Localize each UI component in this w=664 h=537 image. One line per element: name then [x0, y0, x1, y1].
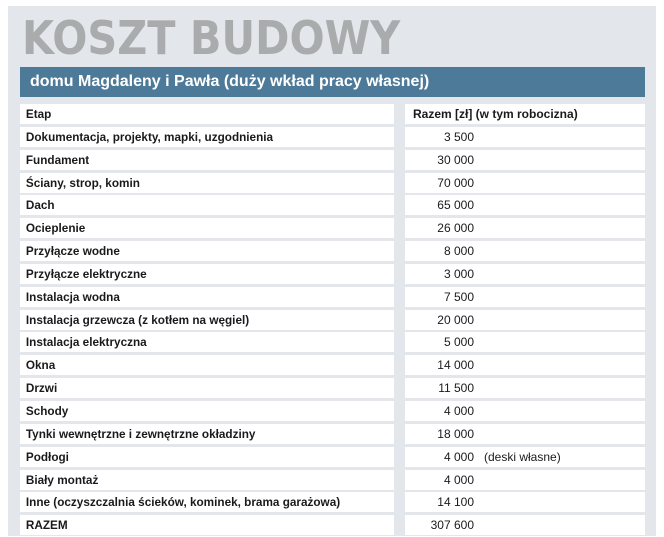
row-cost-value: 3 000 [443, 266, 474, 281]
row-stage-label: Przyłącze wodne [20, 241, 394, 261]
row-cost-value: 4 000 [443, 403, 474, 418]
table-subtitle-bar [20, 67, 645, 97]
row-cost-value: 26 000 [437, 221, 474, 236]
row-cost-cell [405, 310, 645, 330]
row-cost-cell [405, 447, 645, 467]
row-stage-label: Ściany, strop, komin [20, 173, 394, 193]
row-stage-label: Podłogi [20, 447, 394, 467]
row-cost-note: (deski własne) [484, 449, 561, 464]
table-row [20, 240, 645, 263]
row-stage-label: Biały montaż [20, 470, 394, 490]
row-cost-value: 4 000 [443, 449, 474, 464]
row-stage-label: Ocieplenie [20, 218, 394, 238]
row-cost-value: 14 100 [437, 495, 474, 510]
row-stage-label: Instalacja elektryczna [20, 332, 394, 352]
row-cost-value: 65 000 [437, 198, 474, 213]
row-stage-label: Okna [20, 355, 394, 375]
row-stage-label: Schody [20, 401, 394, 421]
total-value: 307 600 [430, 518, 474, 533]
table-row [20, 400, 645, 423]
row-cost-cell [405, 492, 645, 512]
row-stage-label: Drzwi [20, 378, 394, 398]
table-total-row [20, 514, 645, 537]
row-cost-value: 5 000 [443, 335, 474, 350]
row-cost-value: 14 000 [437, 358, 474, 373]
row-cost-value: 70 000 [437, 175, 474, 190]
header-stage: Etap [20, 104, 394, 124]
table-row [20, 194, 645, 217]
table-row [20, 423, 645, 446]
row-cost-cell [405, 173, 645, 193]
table-row [20, 309, 645, 332]
row-cost-value: 20 000 [437, 312, 474, 327]
row-cost-cell [405, 127, 645, 147]
table-row [20, 491, 645, 514]
row-stage-label: Instalacja wodna [20, 287, 394, 307]
row-cost-cell [405, 195, 645, 215]
row-cost-cell [405, 378, 645, 398]
row-stage-label: Dokumentacja, projekty, mapki, uzgodnienia [20, 127, 394, 147]
table-row [20, 446, 645, 469]
row-cost-value: 4 000 [443, 472, 474, 487]
row-cost-value: 3 500 [443, 129, 474, 144]
row-cost-cell [405, 287, 645, 307]
row-cost-cell [405, 218, 645, 238]
header-total: Razem [zł] (w tym robocizna) [405, 104, 645, 124]
row-stage-label: Dach [20, 195, 394, 215]
row-cost-cell [405, 470, 645, 490]
row-cost-value: 11 500 [438, 381, 474, 396]
table-header-row [20, 103, 645, 126]
row-cost-value: 18 000 [437, 426, 474, 441]
table-row [20, 286, 645, 309]
table-row [20, 172, 645, 195]
row-stage-label: Fundament [20, 150, 394, 170]
table-row [20, 149, 645, 172]
table-row [20, 126, 645, 149]
table-row [20, 331, 645, 354]
table-row [20, 263, 645, 286]
row-cost-cell [405, 424, 645, 444]
table-row [20, 217, 645, 240]
row-cost-value: 7 500 [443, 289, 474, 304]
page-title: KOSZT BUDOWY [22, 11, 401, 65]
row-cost-cell [405, 401, 645, 421]
row-stage-label: Przyłącze elektryczne [20, 264, 394, 284]
table-row [20, 469, 645, 492]
row-stage-label: Inne (oczyszczalnia ścieków, kominek, brama garażowa) [20, 492, 394, 512]
row-cost-cell [405, 241, 645, 261]
table-row [20, 377, 645, 400]
row-cost-cell [405, 355, 645, 375]
table-row [20, 354, 645, 377]
row-stage-label: Tynki wewnętrzne i zewnętrzne okładziny [20, 424, 394, 444]
total-cell [405, 515, 645, 535]
row-cost-value: 8 000 [443, 244, 474, 259]
row-cost-cell [405, 264, 645, 284]
cost-table [20, 103, 645, 537]
row-stage-label: Instalacja grzewcza (z kotłem na węgiel) [20, 310, 394, 330]
row-cost-cell [405, 332, 645, 352]
row-cost-value: 30 000 [437, 152, 474, 167]
table-subtitle: domu Magdaleny i Pawła (duży wkład pracy własnej) [30, 73, 430, 90]
total-label: RAZEM [20, 515, 394, 535]
row-cost-cell [405, 150, 645, 170]
